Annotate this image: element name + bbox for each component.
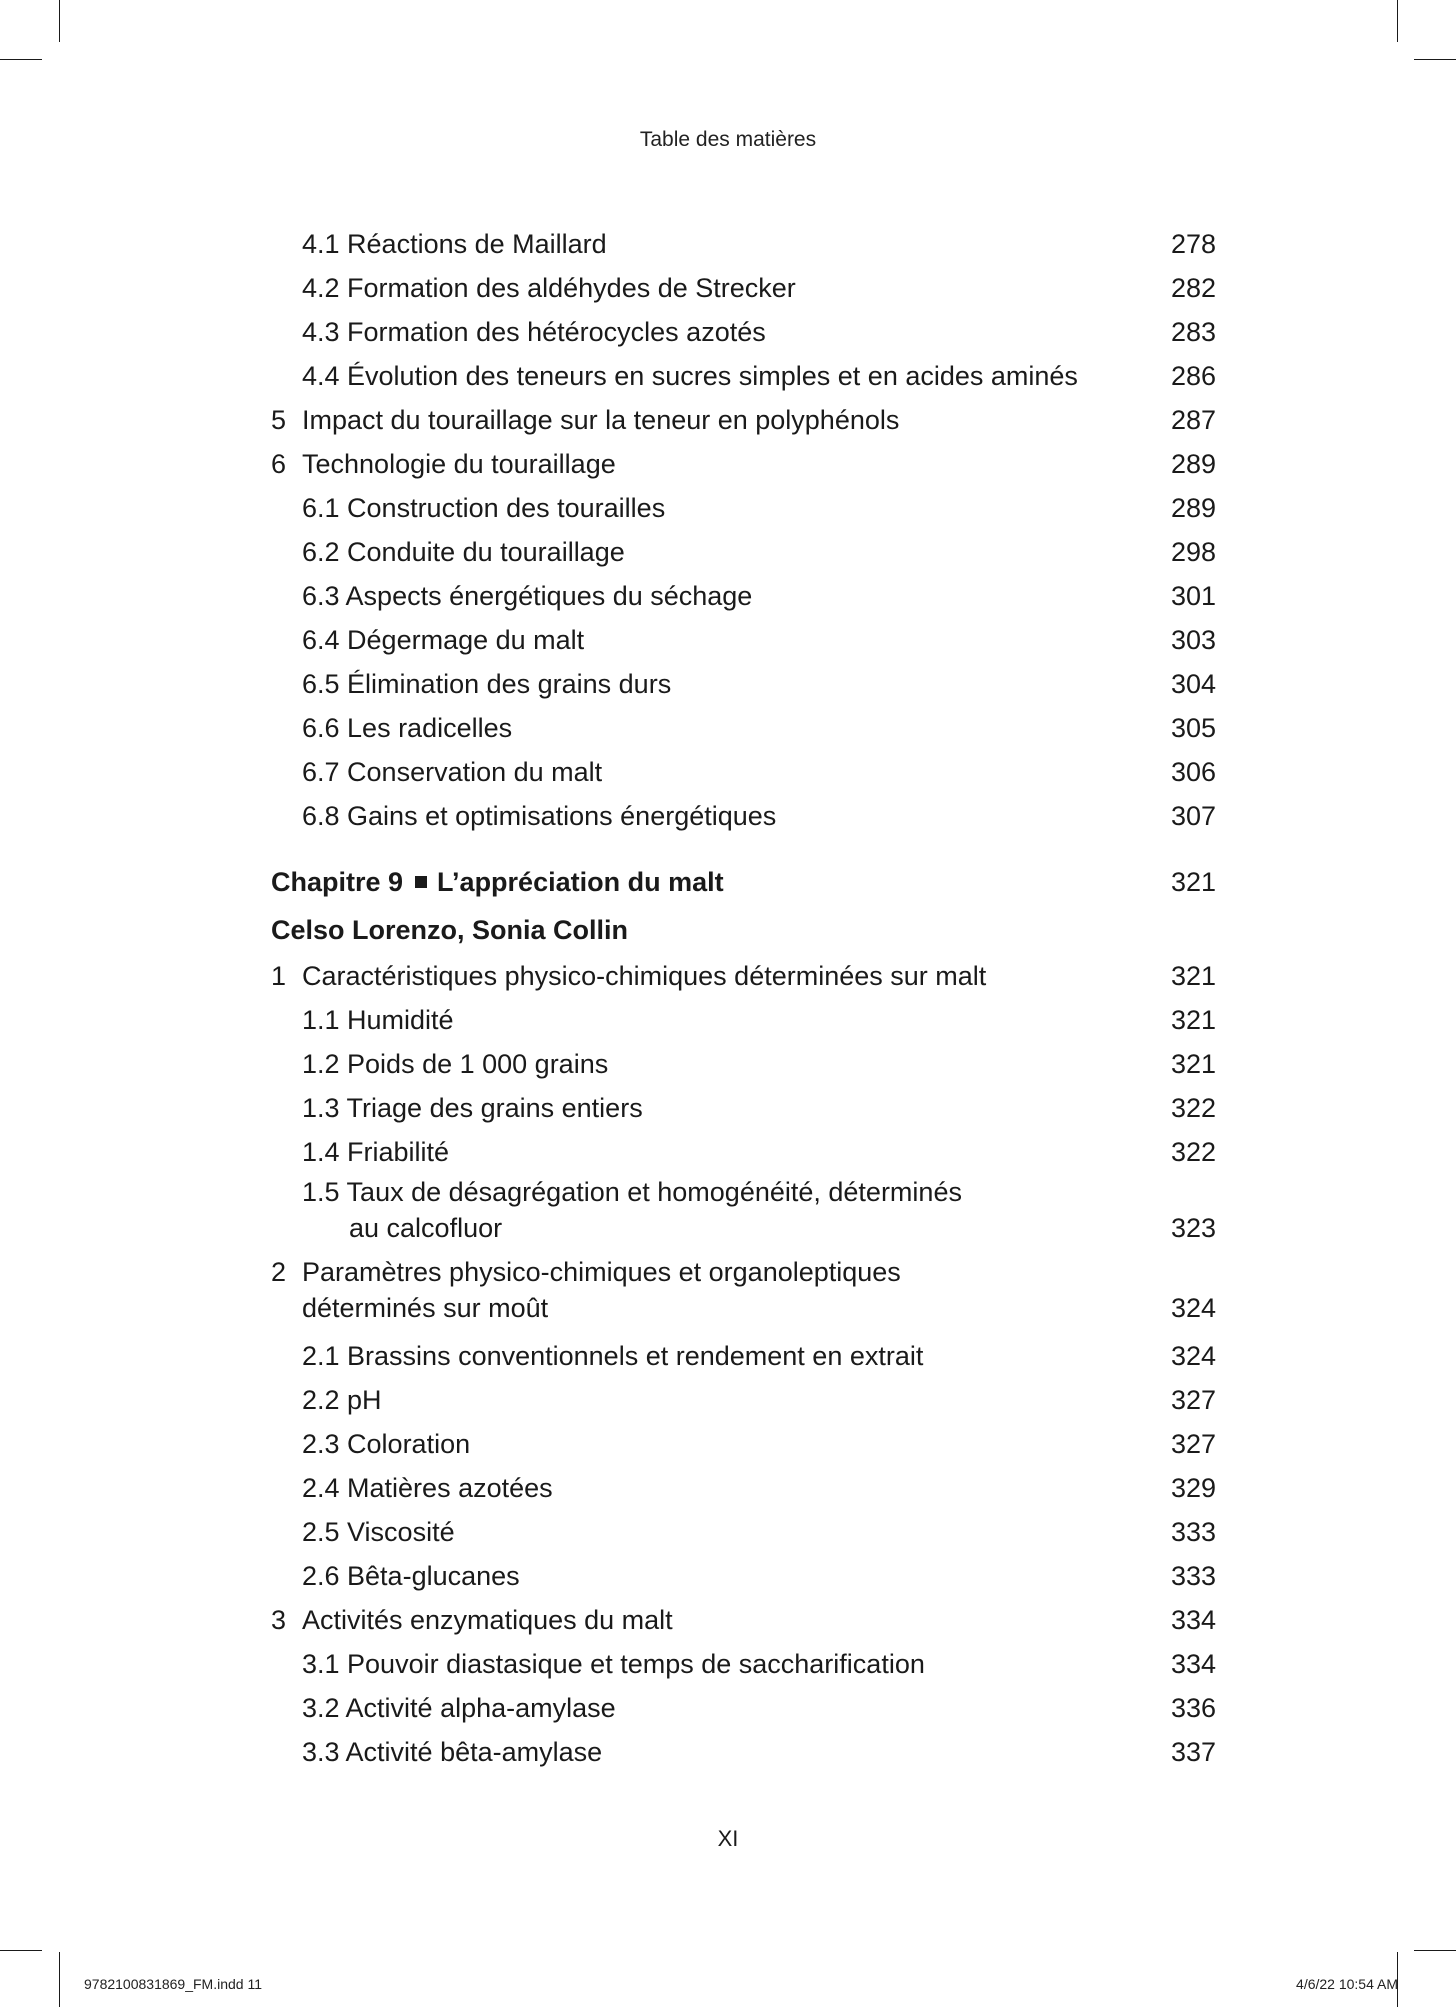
toc-entry-label: Activités enzymatiques du malt bbox=[302, 1605, 673, 1635]
toc-entry-page: 327 bbox=[1170, 1385, 1216, 1415]
toc-entry-label: 6.7 Conservation du malt bbox=[302, 757, 603, 787]
toc-entry-number: 1 bbox=[271, 961, 287, 991]
toc-entry-label: 2.5 Viscosité bbox=[302, 1517, 455, 1547]
toc-entry-page: 327 bbox=[1170, 1429, 1216, 1459]
toc-section-before bbox=[271, 222, 1216, 838]
toc-entry-page: 321 bbox=[1170, 961, 1216, 991]
toc-entry[interactable] bbox=[271, 1642, 1216, 1686]
toc-entry-page: 337 bbox=[1170, 1737, 1216, 1767]
toc-entry-page: 329 bbox=[1170, 1473, 1216, 1503]
toc-entry-page: 321 bbox=[1170, 1005, 1216, 1035]
toc-entry-page: 334 bbox=[1170, 1605, 1216, 1635]
toc-entry[interactable] bbox=[271, 266, 1216, 310]
toc-entry-page: 303 bbox=[1170, 625, 1216, 655]
toc-entry-page: 323 bbox=[1170, 1213, 1216, 1243]
square-bullet-icon bbox=[415, 876, 427, 888]
toc-entry[interactable] bbox=[271, 398, 1216, 442]
toc-entry-label: 1.3 Triage des grains entiers bbox=[302, 1093, 643, 1123]
toc-entry-page: 286 bbox=[1170, 361, 1216, 391]
toc-entry[interactable] bbox=[271, 310, 1216, 354]
toc-entry-page: 301 bbox=[1170, 581, 1216, 611]
toc-entry-page: 287 bbox=[1170, 405, 1216, 435]
toc-entry-page: 304 bbox=[1170, 669, 1216, 699]
toc-entry-label: 2.1 Brassins conventionnels et rendement en extrait bbox=[302, 1341, 924, 1371]
toc-entry-page: 336 bbox=[1170, 1693, 1216, 1723]
toc-entry-label: Technologie du touraillage bbox=[302, 449, 616, 479]
toc-entry[interactable] bbox=[271, 574, 1216, 618]
toc-entry[interactable] bbox=[271, 1130, 1216, 1174]
toc-entry[interactable] bbox=[271, 1730, 1216, 1774]
toc-entry[interactable] bbox=[271, 530, 1216, 574]
toc-entry-page: 333 bbox=[1170, 1561, 1216, 1591]
slug-left: 9782100831869_FM.indd 11 bbox=[84, 1976, 263, 1992]
toc-entry[interactable] bbox=[271, 1378, 1216, 1422]
toc-entry-label: 2.6 Bêta-glucanes bbox=[302, 1561, 520, 1591]
toc-entry-page: 322 bbox=[1170, 1093, 1216, 1123]
toc-entry-label: Impact du touraillage sur la teneur en polyphénols bbox=[302, 405, 900, 435]
toc-entry-page: 283 bbox=[1170, 317, 1216, 347]
crop-mark bbox=[1414, 59, 1456, 60]
toc-entry[interactable] bbox=[271, 750, 1216, 794]
toc-entry-label: 1.2 Poids de 1 000 grains bbox=[302, 1049, 609, 1079]
toc-entry-number: 6 bbox=[271, 449, 287, 479]
toc-entry-label: 4.3 Formation des hétérocycles azotés bbox=[302, 317, 766, 347]
toc-entry-page: 334 bbox=[1170, 1649, 1216, 1679]
toc-entry[interactable] bbox=[271, 618, 1216, 662]
toc-entry-label: 2.3 Coloration bbox=[302, 1429, 471, 1459]
toc-entry-label: 2.2 pH bbox=[302, 1385, 382, 1415]
toc-entry[interactable] bbox=[271, 1254, 1216, 1334]
toc-entry[interactable] bbox=[271, 442, 1216, 486]
toc-entry-page: 333 bbox=[1170, 1517, 1216, 1547]
chapter-page: 321 bbox=[1170, 867, 1216, 897]
toc-entry[interactable] bbox=[271, 1510, 1216, 1554]
toc-entry-label: 1.5 Taux de désagrégation et homogénéité, déterminés bbox=[302, 1177, 962, 1207]
toc-entry[interactable] bbox=[271, 1554, 1216, 1598]
toc-entry[interactable] bbox=[271, 1042, 1216, 1086]
toc-entry-label: 6.6 Les radicelles bbox=[302, 713, 513, 743]
toc-entry-label: 3.3 Activité bêta-amylase bbox=[302, 1737, 603, 1767]
toc-entry-page: 289 bbox=[1170, 493, 1216, 523]
toc-entry-label: 3.1 Pouvoir diastasique et temps de saccharification bbox=[302, 1649, 925, 1679]
toc-entry[interactable] bbox=[271, 486, 1216, 530]
crop-mark bbox=[0, 59, 42, 60]
crop-mark bbox=[1397, 0, 1398, 42]
toc-entry[interactable] bbox=[271, 1598, 1216, 1642]
chapter-title: L’appréciation du malt bbox=[437, 867, 724, 897]
toc-entry[interactable] bbox=[271, 1174, 1216, 1254]
toc-entry[interactable] bbox=[271, 706, 1216, 750]
toc-entry-page: 321 bbox=[1170, 1049, 1216, 1079]
crop-mark bbox=[0, 1950, 42, 1951]
chapter-authors: Celso Lorenzo, Sonia Collin bbox=[271, 915, 629, 945]
toc-entry[interactable] bbox=[271, 998, 1216, 1042]
toc-entry-page: 298 bbox=[1170, 537, 1216, 567]
toc-entry[interactable] bbox=[271, 222, 1216, 266]
toc-entry-number: 5 bbox=[271, 405, 287, 435]
toc-entry[interactable] bbox=[271, 1422, 1216, 1466]
toc-entry-label: 4.4 Évolution des teneurs en sucres simples et en acides aminés bbox=[302, 361, 1078, 391]
toc-entry-page: 324 bbox=[1170, 1293, 1216, 1323]
slug-right: 4/6/22 10:54 AM bbox=[1296, 1976, 1398, 1992]
toc-entry-label: Caractéristiques physico-chimiques déterminées sur malt bbox=[302, 961, 987, 991]
toc-entry-label: 6.3 Aspects énergétiques du séchage bbox=[302, 581, 753, 611]
toc-entry-label: Paramètres physico-chimiques et organoleptiques bbox=[302, 1257, 901, 1287]
toc-entry[interactable] bbox=[271, 1334, 1216, 1378]
toc-entry-label: 4.2 Formation des aldéhydes de Strecker bbox=[302, 273, 796, 303]
chapter-label: Chapitre 9 bbox=[271, 867, 404, 897]
crop-mark bbox=[1414, 1950, 1456, 1951]
toc-entry-label: 3.2 Activité alpha-amylase bbox=[302, 1693, 616, 1723]
toc-entry-page: 324 bbox=[1170, 1341, 1216, 1371]
toc-entry-page: 306 bbox=[1170, 757, 1216, 787]
toc-entry-label: 1.4 Friabilité bbox=[302, 1137, 450, 1167]
toc-entry-label: 6.2 Conduite du touraillage bbox=[302, 537, 625, 567]
toc-entry[interactable] bbox=[271, 1086, 1216, 1130]
toc-entry-label: 1.1 Humidité bbox=[302, 1005, 454, 1035]
table-of-contents bbox=[271, 222, 1216, 1774]
toc-entry-continuation: au calcofluor bbox=[349, 1213, 503, 1243]
toc-entry-page: 307 bbox=[1170, 801, 1216, 831]
toc-entry-label: 6.1 Construction des tourailles bbox=[302, 493, 666, 523]
toc-entry-number: 3 bbox=[271, 1605, 287, 1635]
toc-entry[interactable] bbox=[271, 1686, 1216, 1730]
crop-mark bbox=[59, 1952, 60, 2007]
toc-entry-page: 282 bbox=[1170, 273, 1216, 303]
toc-entry-label: 4.1 Réactions de Maillard bbox=[302, 229, 607, 259]
page-folio: XI bbox=[717, 1826, 739, 1851]
running-head: Table des matières bbox=[639, 128, 817, 151]
toc-entry-page: 322 bbox=[1170, 1137, 1216, 1167]
crop-mark bbox=[59, 0, 60, 42]
toc-entry[interactable] bbox=[271, 354, 1216, 398]
toc-entry[interactable] bbox=[271, 954, 1216, 998]
toc-entry-page: 305 bbox=[1170, 713, 1216, 743]
toc-entry[interactable] bbox=[271, 1466, 1216, 1510]
toc-entry-label: 2.4 Matières azotées bbox=[302, 1473, 553, 1503]
toc-entry-label: 6.5 Élimination des grains durs bbox=[302, 669, 672, 699]
toc-entry-page: 278 bbox=[1170, 229, 1216, 259]
toc-entry[interactable] bbox=[271, 662, 1216, 706]
toc-entry-number: 2 bbox=[271, 1257, 287, 1287]
toc-entry[interactable] bbox=[271, 794, 1216, 838]
toc-entry-continuation: déterminés sur moût bbox=[302, 1293, 549, 1323]
toc-entry-label: 6.8 Gains et optimisations énergétiques bbox=[302, 801, 777, 831]
toc-entry-label: 6.4 Dégermage du malt bbox=[302, 625, 585, 655]
toc-section-after bbox=[271, 954, 1216, 1774]
chapter-heading[interactable] bbox=[271, 860, 1216, 904]
toc-entry-page: 289 bbox=[1170, 449, 1216, 479]
